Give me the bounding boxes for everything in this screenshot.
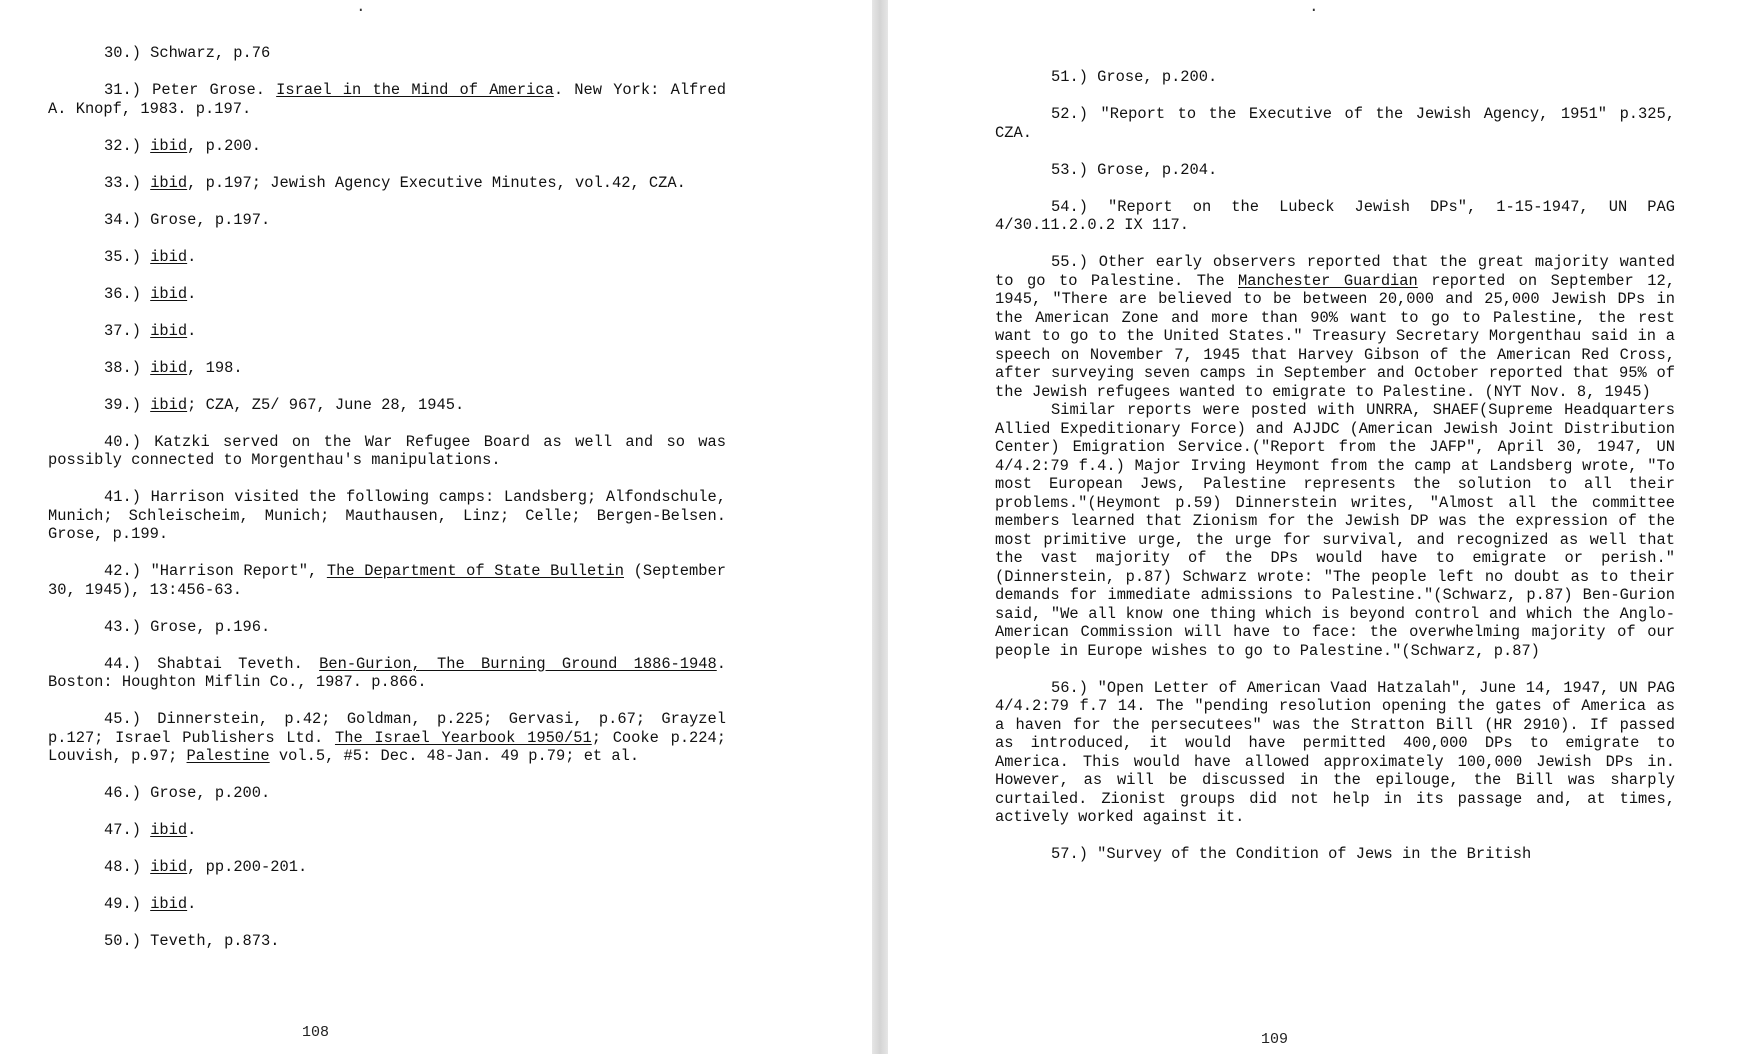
endnote — [48, 895, 726, 914]
endnote — [995, 161, 1675, 180]
note-text: 55.) Other early observers reported that the great majority wanted to go to Palestine. The — [995, 253, 1675, 290]
note-text: 53.) Grose, p.204. — [1051, 160, 1218, 179]
page-top-mark: · — [1309, 1, 1319, 19]
note-text: 42.) "Harrison Report", — [104, 562, 327, 580]
note-text: 40.) Katzki served on the War Refugee Board as well and so was possibly connected to Morgenthau's manipulations. — [48, 432, 726, 469]
underlined-title: ibid — [150, 895, 188, 913]
endnote — [48, 932, 726, 951]
note-text: 38.) — [104, 358, 151, 377]
endnote — [48, 710, 726, 766]
note-text: 51.) Grose, p.200. — [1051, 68, 1218, 86]
underlined-title: The Department of State Bulletin — [326, 562, 624, 580]
endnote — [48, 784, 726, 803]
note-text: 46.) Grose, p.200. — [104, 784, 271, 802]
endnote — [995, 198, 1675, 235]
note-text: 54.) "Report on the Lubeck Jewish DPs", 1-15-1947, UN PAG 4/30.11.2.0.2 IX 117. — [995, 197, 1675, 234]
endnote — [48, 137, 726, 156]
underlined-title: Ben-Gurion, The Burning Ground 1886-1948 — [319, 654, 717, 673]
underlined-title: Manchester Guardian — [1238, 271, 1418, 290]
endnote — [48, 174, 726, 193]
note-text: 57.) "Survey of the Condition of Jews in the British — [1051, 845, 1532, 863]
underlined-title: Israel in the Mind of America — [276, 81, 554, 99]
note-text: 50.) Teveth, p.873. — [104, 932, 280, 950]
note-text: . — [187, 247, 197, 266]
note-text: . — [187, 895, 197, 913]
underlined-title: ibid — [150, 395, 188, 414]
endnote — [48, 858, 726, 877]
endnotes-list — [48, 44, 726, 969]
note-text: , p.197; Jewish Agency Executive Minutes, vol.42, CZA. — [187, 173, 686, 192]
underlined-title: ibid — [150, 358, 188, 377]
endnote — [48, 821, 726, 840]
underlined-title: Palestine — [186, 747, 270, 765]
note-text: . — [187, 321, 197, 340]
endnote — [995, 68, 1675, 87]
note-text: 43.) Grose, p.196. — [104, 617, 271, 636]
note-continuation: Similar reports were posted with UNRRA, SHAEF(Supreme Headquarters Allied Expeditionary Force) and AJJDC (American Jewish Joint Distribution Center) Emigration Service.("Report from the JAFP", April 30, 1947, UN 4/4.2:79 f.4.) Major Irving Heymont from the camp at Landsberg wrote, "To most European Jews, Palestine represents the solution to all their problems."(Heymont p.59) Dinnerstein writes, "Almost all the committee members learned that Zionism for the Jewish DP was the expression of the most primitive urge, the urge for survival, and recognized as well that the vast majority of the DPs would have to emigrate or perish."(Dinnerstein, p.87) Schwarz wrote: "The people left no doubt as to their demands for immediate admissions to Palestine."(Schwarz, p.87) Ben-Gurion said, "We all know one thing which is beyond control and which the Anglo-American Commission will have to face: the overwhelming majority of our people in Europe wishes to go to Palestine."(Schwarz, p.87) — [995, 401, 1675, 660]
note-text: . — [187, 821, 197, 839]
endnote — [48, 44, 726, 63]
underlined-title: ibid — [150, 821, 188, 839]
note-text: 37.) — [104, 321, 151, 340]
note-text: 56.) "Open Letter of American Vaad Hatzalah", June 14, 1947, UN PAG 4/4.2:79 f.7 14. The "pending resolution opening the gates of America as a haven for the persecutees" was the Stratton Bill (HR 2910). If passed as introduced, it would have permitted 400,000 DPs to emigrate to America. This would have allowed approximately 100,000 Jewish DPs in. However, as will be discussed in the epilouge, the Bill was sharply curtailed. Zionist groups did not help in its passage and, at times, actively worked against it. — [995, 678, 1675, 826]
page-number: 108 — [302, 1024, 330, 1041]
page-top-mark: · — [356, 1, 366, 19]
note-text: 44.) Shabtai Teveth. — [104, 654, 320, 673]
note-text: 41.) Harrison visited the following camps: Landsberg; Alfondschule, Munich; Schleischeim, Munich; Mauthausen, Linz; Celle; Bergen-Belsen. Grose, p.199. — [48, 488, 726, 543]
endnote — [48, 211, 726, 230]
underlined-title: ibid — [150, 858, 188, 876]
endnote — [48, 488, 726, 544]
note-text: 52.) "Report to the Executive of the Jewish Agency, 1951" p.325, CZA. — [995, 105, 1675, 142]
underlined-title: ibid — [150, 321, 188, 340]
note-text: 39.) — [104, 395, 151, 414]
note-text: . Boston: Houghton Miflin Co., 1987. p.866. — [48, 654, 726, 691]
underlined-title: ibid — [150, 136, 188, 155]
note-text: 49.) — [104, 895, 151, 913]
endnotes-list — [995, 68, 1675, 882]
note-text: 33.) — [104, 173, 151, 192]
note-text: , p.200. — [187, 136, 262, 155]
endnote — [48, 562, 726, 599]
page-109 — [888, 0, 1746, 1054]
note-text: 45.) Dinnerstein, p.42; Goldman, p.225; Gervasi, p.67; Grayzel p.127; Israel Publishers Ltd. — [48, 710, 726, 747]
underlined-title: ibid — [150, 284, 188, 303]
endnote — [48, 396, 726, 415]
endnote — [995, 253, 1675, 660]
page-gutter — [872, 0, 888, 1054]
note-text: 30.) Schwarz, p.76 — [104, 44, 271, 62]
note-text: , 198. — [187, 358, 243, 377]
note-text: reported on September 12, 1945, "There are believed to be between 20,000 and 25,000 Jewish DPs in the American Zone and more than 90% want to go to Palestine, the rest want to go to the United States." Treasury Secretary Morgenthau said in a speech on November 7, 1945 that Harvey Gibson of the American Red Cross, after surveying seven camps in September and October reported that 95% of the Jewish refugees wanted to emigrate to Palestine. (NYT Nov. 8, 1945) — [995, 271, 1675, 401]
endnote — [995, 679, 1675, 827]
underlined-title: The Israel Yearbook 1950/51 — [334, 728, 592, 747]
note-text: . New York: Alfred A. Knopf, 1983. p.197. — [48, 81, 726, 118]
endnote — [48, 618, 726, 637]
underlined-title: ibid — [150, 247, 188, 266]
note-text: vol.5, #5: Dec. 48-Jan. 49 p.79; et al. — [269, 747, 640, 765]
note-text: ; CZA, Z5/ 967, June 28, 1945. — [187, 395, 465, 414]
endnote — [48, 81, 726, 118]
note-text: (September 30, 1945), 13:456-63. — [48, 562, 726, 599]
note-text: 47.) — [104, 821, 151, 839]
note-text: ; Cooke p.224; Louvish, p.97; — [48, 728, 726, 765]
endnote — [48, 248, 726, 267]
note-text: . — [187, 284, 197, 303]
page-number: 109 — [1261, 1031, 1289, 1048]
endnote — [995, 845, 1675, 864]
note-text: 48.) — [104, 858, 151, 876]
endnote — [48, 433, 726, 470]
underlined-title: ibid — [150, 173, 188, 192]
note-text: 31.) Peter Grose. — [104, 81, 277, 99]
note-text: 32.) — [104, 136, 151, 155]
page-108 — [0, 0, 872, 1054]
note-text: 34.) Grose, p.197. — [104, 210, 271, 229]
endnote — [48, 655, 726, 692]
endnote — [48, 322, 726, 341]
endnote — [48, 359, 726, 378]
note-text: 36.) — [104, 284, 151, 303]
note-text: 35.) — [104, 247, 151, 266]
endnote — [48, 285, 726, 304]
note-text: , pp.200-201. — [187, 858, 308, 876]
endnote — [995, 105, 1675, 142]
